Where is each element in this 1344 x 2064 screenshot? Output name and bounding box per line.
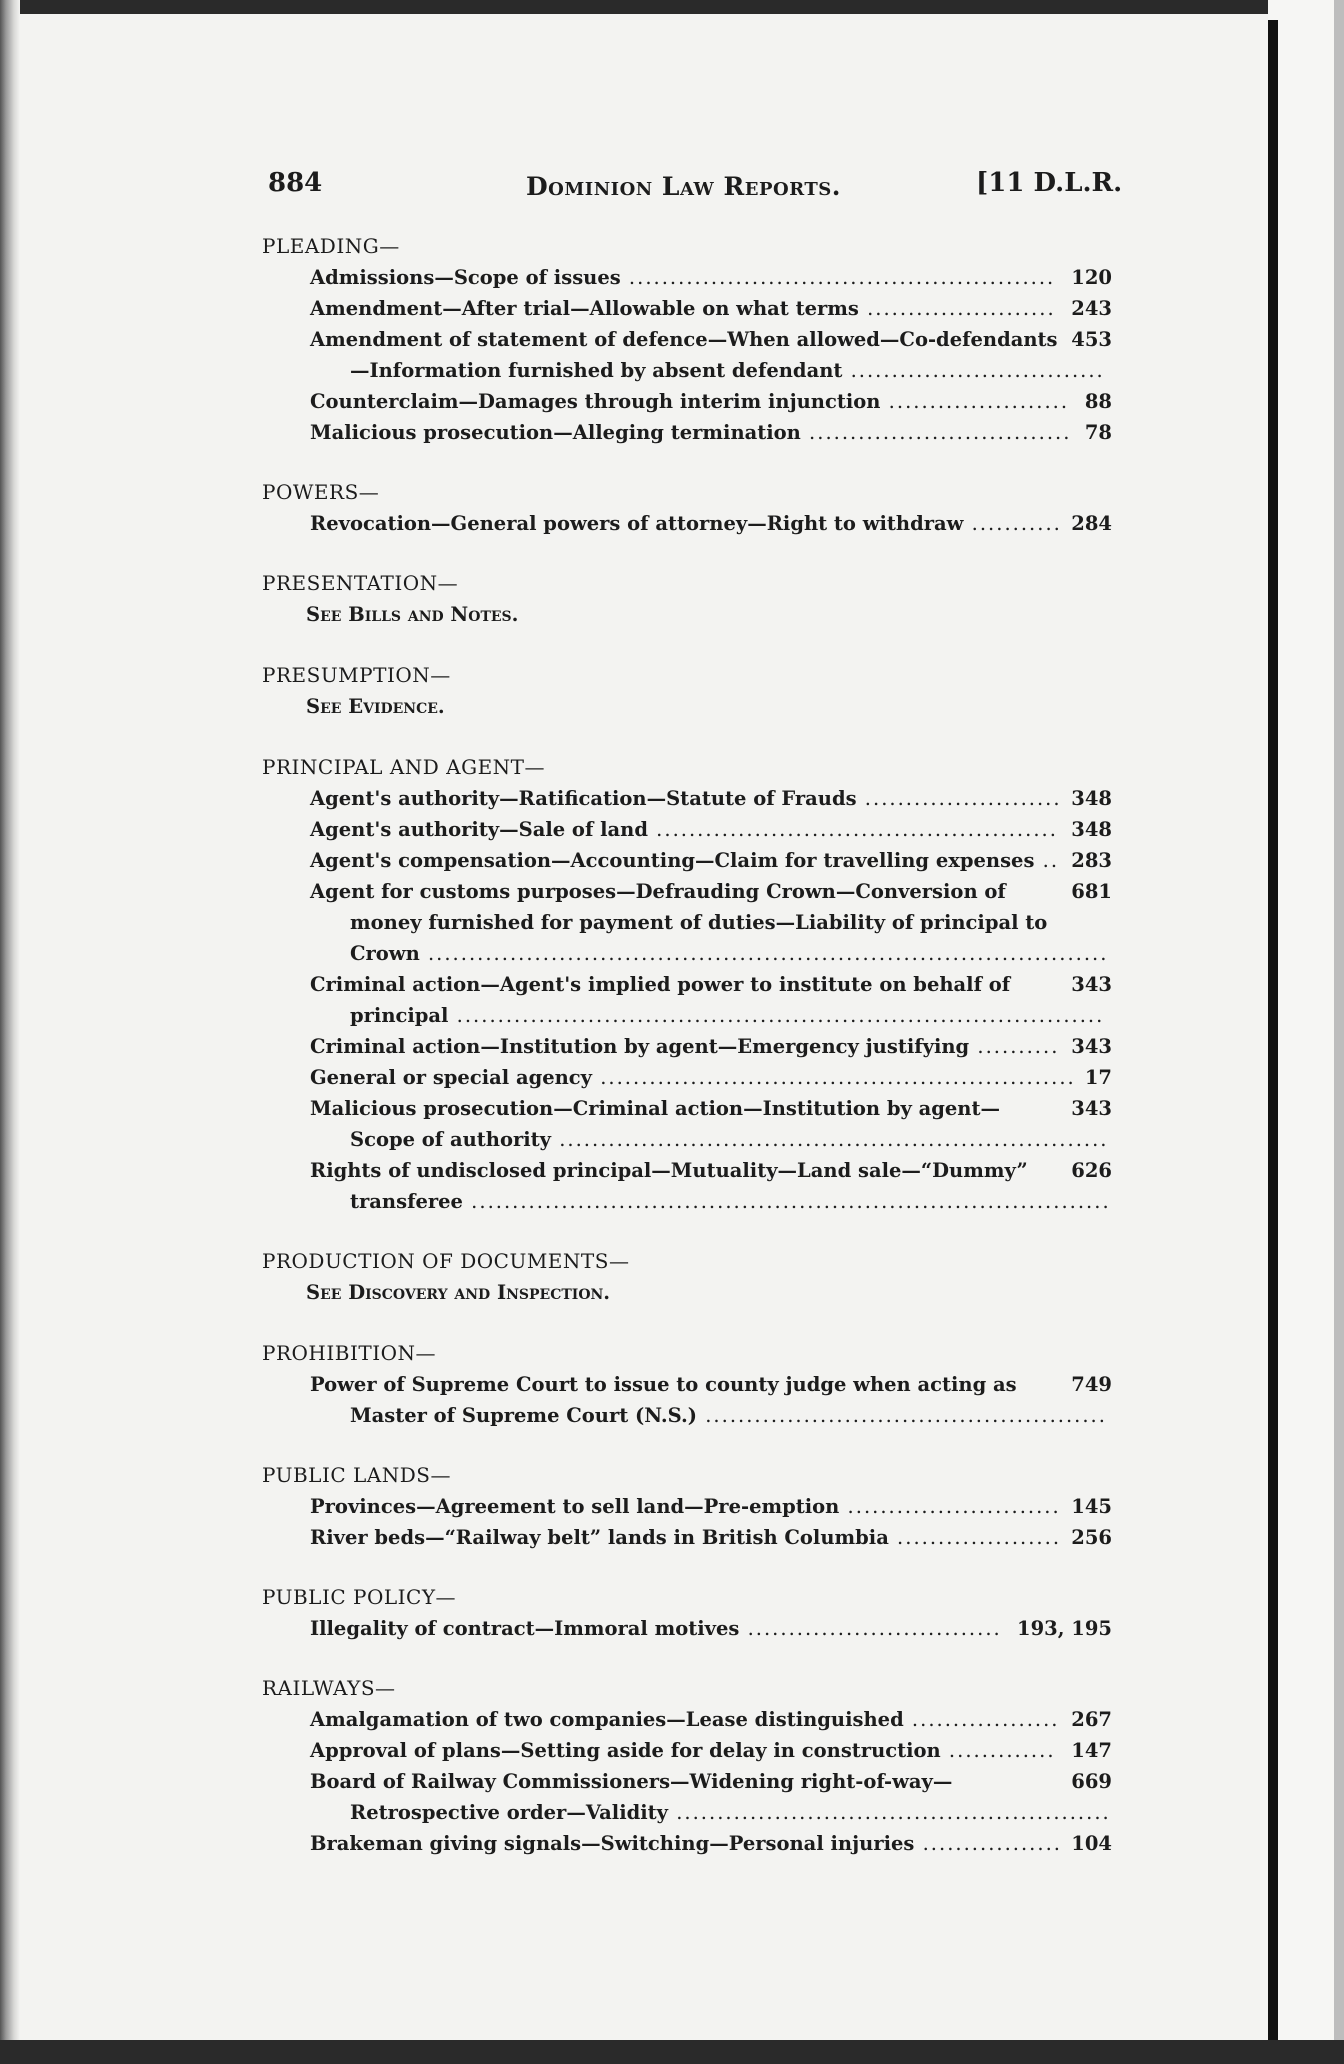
index-section <box>262 230 1112 448</box>
index-entry <box>262 783 1112 814</box>
entry-page-number: 267 <box>1071 1708 1112 1731</box>
leader-dots: ............................................................................... <box>448 1004 1105 1027</box>
section-heading: PUBLIC POLICY— <box>262 1585 457 1609</box>
entry-text: Admissions—Scope of issues <box>310 266 621 289</box>
entry-page-number: 88 <box>1084 390 1112 413</box>
see-reference: See Evidence. <box>306 695 445 718</box>
leader-dots: ................................................. <box>647 818 1058 841</box>
index-entry <box>262 1155 1112 1217</box>
index-entry <box>262 1062 1112 1093</box>
section-heading: PROHIBITION— <box>262 1341 436 1365</box>
scan-border-top <box>0 0 1344 14</box>
section-heading: POWERS— <box>262 480 380 504</box>
entry-text: Approval of plans—Setting aside for delay in construction <box>310 1739 941 1762</box>
entry-text: Amendment—After trial—Allowable on what terms <box>310 297 859 320</box>
index-entry <box>262 845 1112 876</box>
leader-dots: ................. <box>914 1832 1062 1855</box>
entry-page-number: 343 <box>1071 973 1112 996</box>
leader-dots: ................................ <box>800 421 1072 444</box>
index-entry <box>262 814 1112 845</box>
index-entry <box>262 1766 1112 1828</box>
entry-text: Provinces—Agreement to sell land—Pre-emption <box>310 1495 840 1518</box>
index-section <box>262 1337 1112 1431</box>
entry-page-number: 145 <box>1071 1495 1112 1518</box>
index-entry <box>262 324 1112 386</box>
entry-text: Illegality of contract—Immoral motives <box>310 1617 740 1640</box>
index-list <box>262 230 1112 1887</box>
entry-text: Rights of undisclosed principal—Mutuality—Land sale—“Dummy” transferee <box>310 1159 1028 1213</box>
leader-dots: .................. <box>903 1708 1060 1731</box>
leader-dots: ....................... <box>858 297 1056 320</box>
index-entry <box>262 1704 1112 1735</box>
leader-dots: ........................ <box>856 787 1062 810</box>
entry-text: Agent's authority—Ratification—Statute of Frauds <box>310 787 857 810</box>
entry-page-number: 243 <box>1071 297 1112 320</box>
index-section <box>262 1672 1112 1859</box>
index-section <box>262 567 1112 631</box>
entry-text: Agent's compensation—Accounting—Claim for travelling expenses <box>310 849 1035 872</box>
entry-text: River beds—“Railway belt” lands in British Columbia <box>310 1526 889 1549</box>
entry-text: Agent for customs purposes—Defrauding Crown—Conversion of money furnished for payment of duties—Liability of principal to Crown <box>310 880 1048 965</box>
index-entry <box>262 417 1112 448</box>
entry-text: Revocation—General powers of attorney—Right to withdraw <box>310 512 964 535</box>
leader-dots: ..................................................... <box>668 1801 1111 1824</box>
index-entry <box>262 262 1112 293</box>
leader-dots: .......... <box>969 1035 1060 1058</box>
entry-page-number: 104 <box>1071 1832 1112 1855</box>
entry-page-number: 343 <box>1071 1035 1112 1058</box>
volume-reference: [11 D.L.R. <box>976 168 1123 198</box>
leader-dots: .................................................... <box>620 266 1056 289</box>
entry-text: Amalgamation of two companies—Lease distinguished <box>310 1708 904 1731</box>
leader-dots: ............................... <box>739 1617 1002 1640</box>
index-section <box>262 659 1112 723</box>
leader-dots: ................................................................... <box>551 1128 1109 1151</box>
index-entry <box>262 508 1112 539</box>
leader-dots: ................................................. <box>697 1404 1107 1427</box>
leader-dots: .................... <box>888 1526 1062 1549</box>
scan-margin-right <box>1268 0 1344 2064</box>
section-heading: PLEADING— <box>262 234 400 258</box>
page-number: 884 <box>268 168 323 198</box>
index-section <box>262 476 1112 539</box>
index-section <box>262 751 1112 1217</box>
scan-border-bottom <box>0 2040 1344 2064</box>
entry-page-number: 749 <box>1071 1373 1112 1396</box>
leader-dots: .......................................................... <box>592 1066 1076 1089</box>
entry-page-number: 348 <box>1071 818 1112 841</box>
see-reference: See Bills and Notes. <box>306 603 519 626</box>
entry-text: Counterclaim—Damages through interim injunction <box>310 390 881 413</box>
section-heading: PRESENTATION— <box>262 571 459 595</box>
entry-text: Board of Railway Commissioners—Widening right-of-way—Retrospective order—Validity <box>310 1770 953 1824</box>
entry-page-number: 343 <box>1071 1097 1112 1120</box>
index-section <box>262 1459 1112 1553</box>
entry-text: Criminal action—Institution by agent—Emergency justifying <box>310 1035 970 1058</box>
entry-page-number: 669 <box>1071 1770 1112 1793</box>
index-entry <box>262 1093 1112 1155</box>
index-entry <box>262 293 1112 324</box>
entry-page-number: 17 <box>1084 1066 1112 1089</box>
index-entry <box>262 1613 1112 1644</box>
index-section <box>262 1581 1112 1644</box>
entry-page-number: 283 <box>1071 849 1112 872</box>
entry-page-number: 284 <box>1071 512 1112 535</box>
index-entry <box>262 1369 1112 1431</box>
leader-dots: ........... <box>963 512 1062 535</box>
entry-page-number: 681 <box>1071 880 1112 903</box>
leader-dots: .......................... <box>839 1495 1061 1518</box>
section-heading: PRESUMPTION— <box>262 663 451 687</box>
index-entry <box>262 386 1112 417</box>
index-entry <box>262 969 1112 1031</box>
entry-page-number: 78 <box>1084 421 1112 444</box>
index-entry <box>262 876 1112 969</box>
entry-page-number: 453 <box>1071 328 1112 351</box>
entry-text: Power of Supreme Court to issue to county judge when acting as Master of Supreme Court (N.S.) <box>310 1373 1017 1427</box>
section-heading: RAILWAYS— <box>262 1676 396 1700</box>
section-heading: PRINCIPAL AND AGENT— <box>262 755 546 779</box>
entry-page-number: 256 <box>1071 1526 1112 1549</box>
entry-text: Malicious prosecution—Alleging termination <box>310 421 801 444</box>
index-entry <box>262 1031 1112 1062</box>
entry-page-number: 348 <box>1071 787 1112 810</box>
entry-page-number: 626 <box>1071 1159 1112 1182</box>
leader-dots: .. <box>1034 849 1060 872</box>
entry-page-number: 120 <box>1071 266 1112 289</box>
scan-binding-line <box>1268 20 1278 2050</box>
section-heading: PRODUCTION OF DOCUMENTS— <box>262 1249 630 1273</box>
index-entry <box>262 1828 1112 1859</box>
index-entry <box>262 1522 1112 1553</box>
entry-text: Agent's authority—Sale of land <box>310 818 648 841</box>
leader-dots: ...................... <box>880 390 1070 413</box>
scan-border-left <box>0 0 20 2064</box>
leader-dots: ................................................................................... <box>419 942 1109 965</box>
entry-text: Amendment of statement of defence—When allowed—Co-defendants—Information furnished by absent defendant <box>310 328 1058 382</box>
leader-dots: .............................................................................. <box>462 1190 1111 1213</box>
entry-page-number: 147 <box>1071 1739 1112 1762</box>
entry-text: General or special agency <box>310 1066 593 1089</box>
entry-text: Brakeman giving signals—Switching—Personal injuries <box>310 1832 915 1855</box>
entry-page-number: 193, 195 <box>1017 1617 1112 1640</box>
running-title: Dominion Law Reports. <box>526 172 841 201</box>
leader-dots: ............. <box>940 1739 1056 1762</box>
index-entry <box>262 1491 1112 1522</box>
entry-text: Malicious prosecution—Criminal action—Institution by agent—Scope of authority <box>310 1097 1000 1151</box>
index-section <box>262 1245 1112 1309</box>
section-heading: PUBLIC LANDS— <box>262 1463 451 1487</box>
see-reference: See Discovery and Inspection. <box>306 1281 611 1304</box>
entry-text: Criminal action—Agent's implied power to institute on behalf of principal <box>310 973 1011 1027</box>
leader-dots: ............................... <box>842 359 1105 382</box>
index-entry <box>262 1735 1112 1766</box>
scan-border-right <box>1334 0 1344 2064</box>
